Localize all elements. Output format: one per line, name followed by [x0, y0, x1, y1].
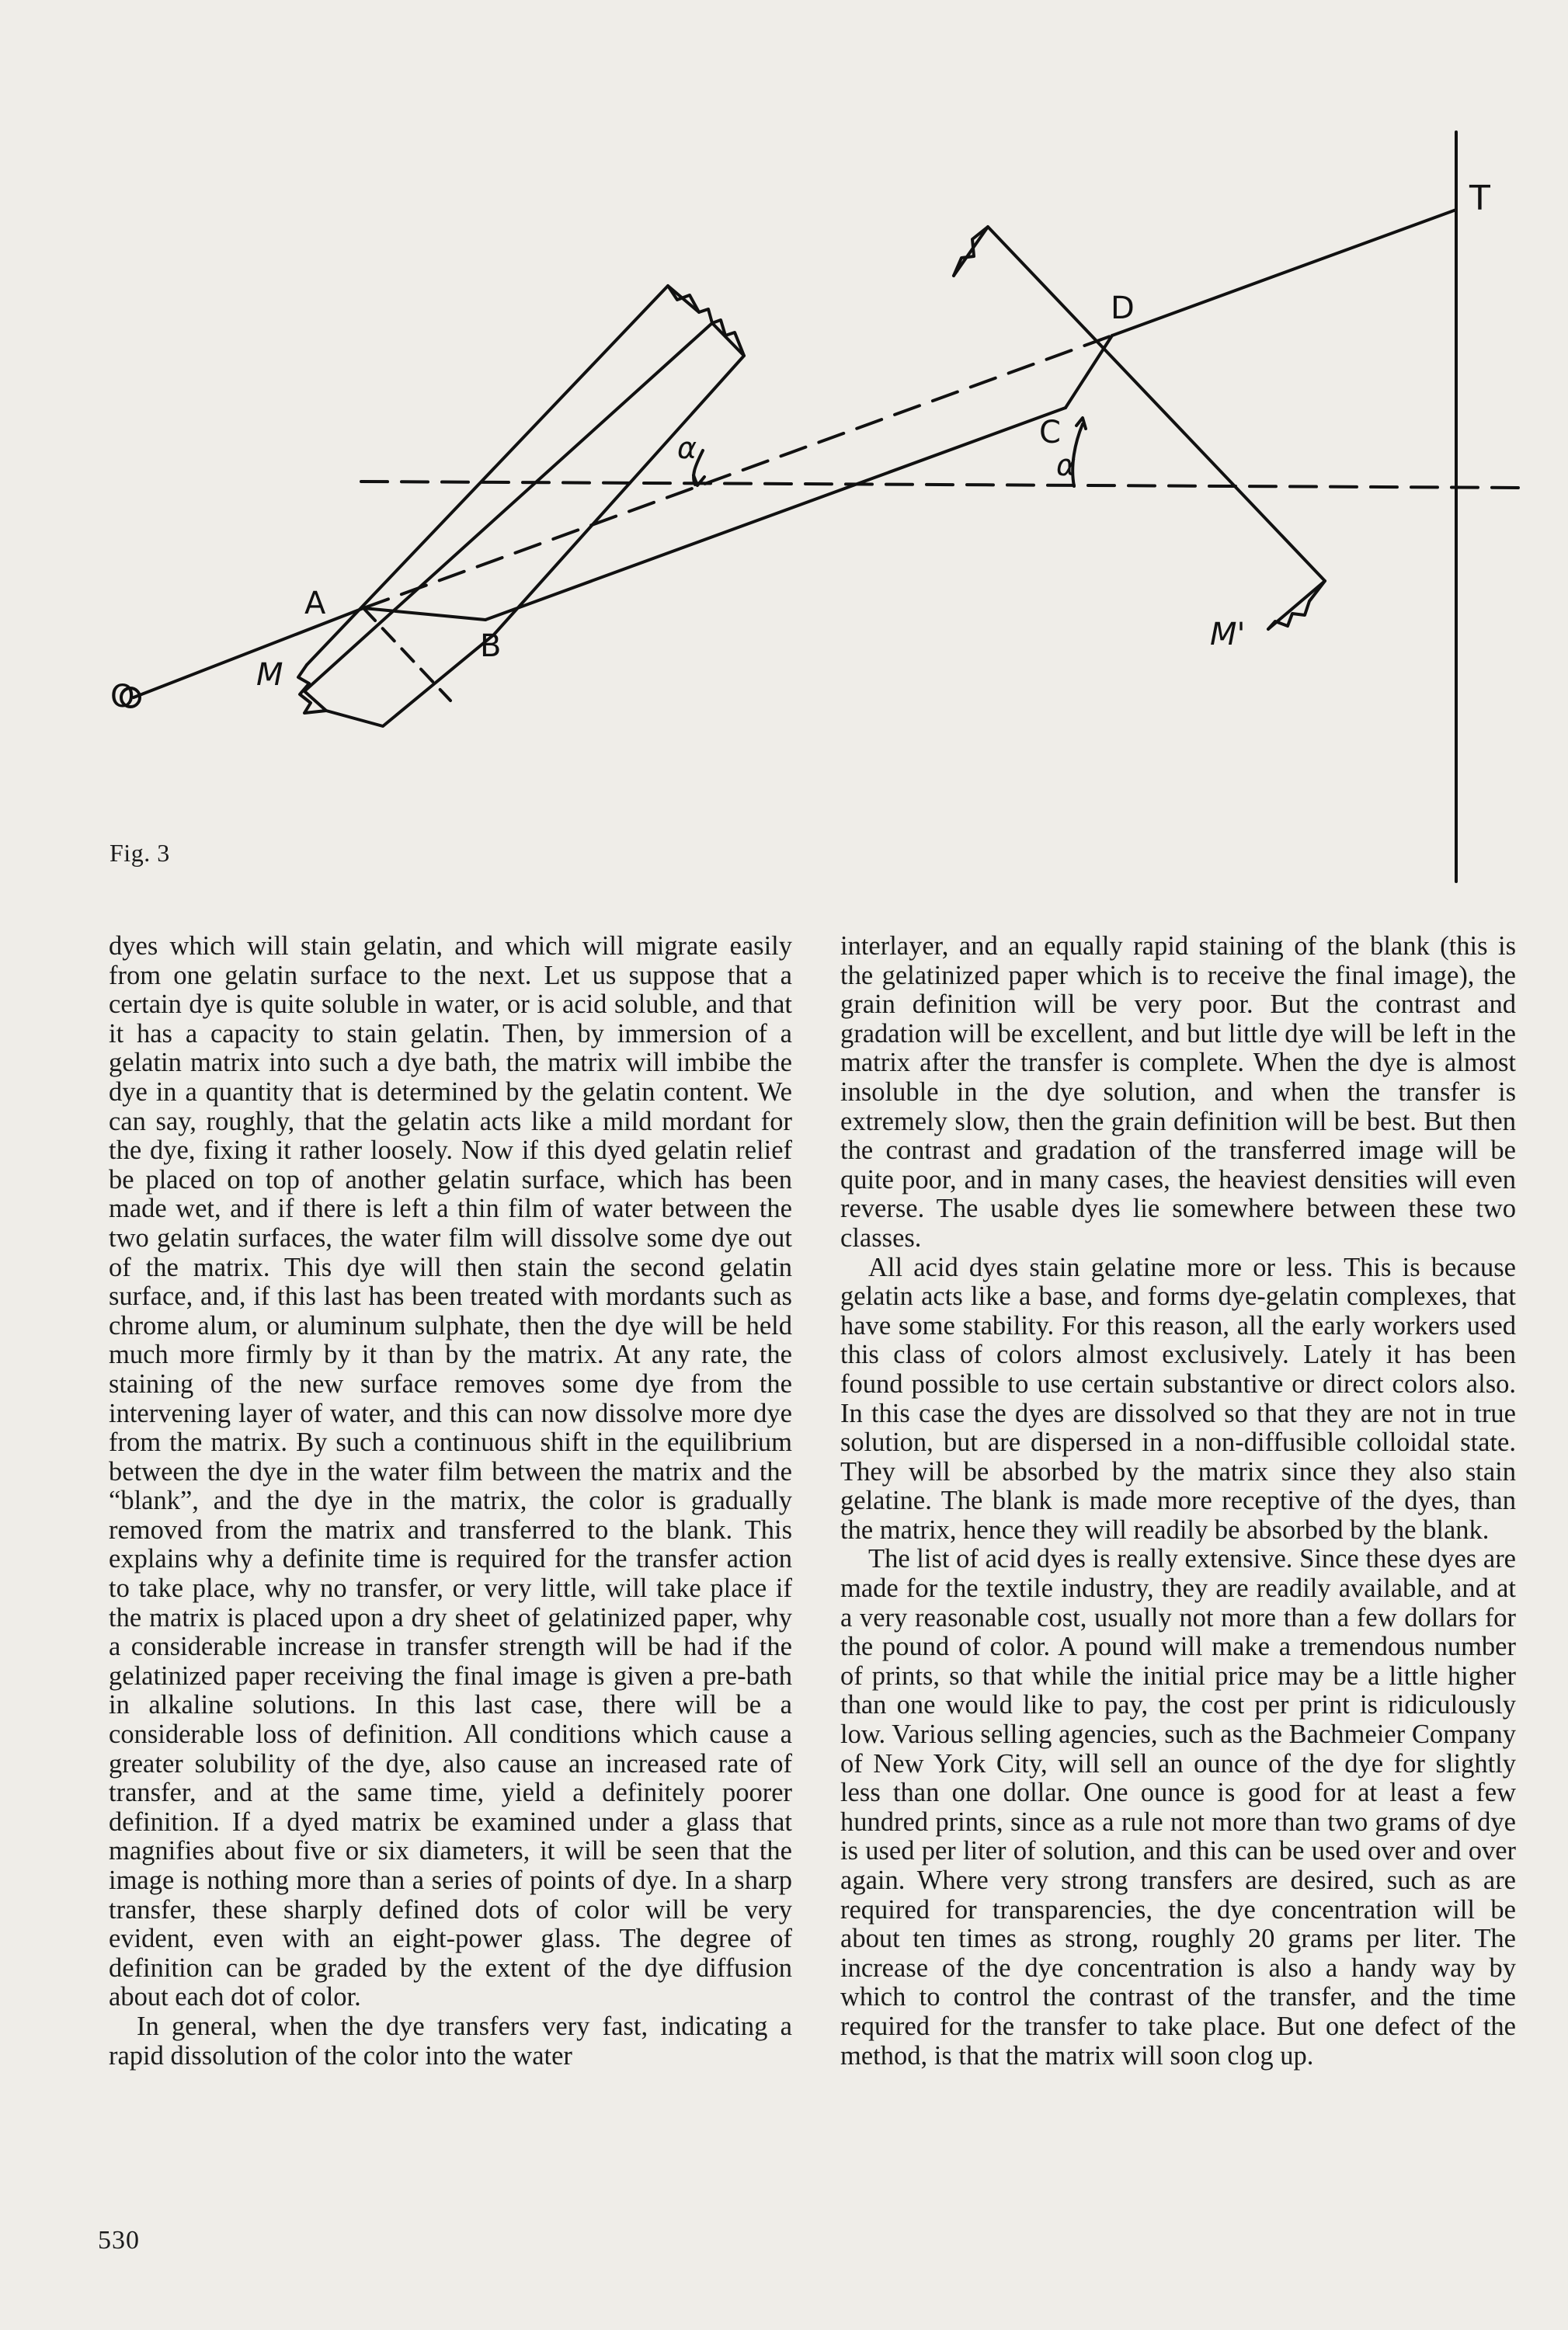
label-a: A — [304, 586, 326, 621]
ray-a-d-dashed — [363, 336, 1112, 608]
ray-c-d — [1066, 336, 1112, 408]
figure-3-diagram — [0, 0, 1568, 901]
label-alpha-right: α — [1056, 448, 1076, 482]
ray-d-t — [1112, 210, 1456, 336]
text-column-right — [840, 932, 1516, 2071]
label-d: D — [1111, 290, 1135, 326]
text-column-left — [109, 932, 792, 2071]
paragraph: interlayer, and an equally rapid staining of the blank (this is the gelatinized paper which is to receive the final image), the grain definition will be very poor. But the contrast and gradation will be excellent, and but little dye will be left in the matrix after the transfer is complete. When the dye is almost insoluble in the dye solution, and when the transfer is extremely slow, then the grain definition will be best. But then the contrast and gradation of the transferred image will be quite poor, and in many cases, the heaviest densities will even reverse. The usable dyes lie somewhere between these two classes. — [840, 931, 1516, 1253]
paragraph: dyes which will stain gelatin, and which will migrate easily from one gelatin surface to the next. Let us suppose that a certain dye is quite soluble in water, or is acid soluble, and that it has a capacity to stain gelatin. Then, by immersion of a gelatin matrix into such a dye bath, the matrix will imbibe the dye in a quantity that is determined by the gelatin content. We can say, roughly, that the gelatin acts like a mild mordant for the dye, fixing it rather loosely. Now if this dyed gelatin relief be placed on top of another gelatin surface, which has been made wet, and if there is left a thin film of water between the two gelatin surfaces, the water film will dissolve some dye out of the matrix. This dye will then stain the second gelatin surface, and, if this last has been treated with mordants such as chrome alum, or aluminum sulphate, then the dye will be held much more firmly by it than by the matrix. At any rate, the staining of the new surface removes some dye from the intervening layer of water, and this can now dissolve more dye from the matrix. By such a continuous shift in the equilibrium between the dye in the water film between the matrix and the “blank”, and the dye in the matrix, the color is gradually removed from the matrix and transferred to the blank. This explains why a definite time is required for the transfer action to take place, why no transfer, or very little, will take place if the matrix is placed upon a dry sheet of gelatinized paper, why a considerable increase in transfer strength will be had if the gelatinized paper receiving the final image is given a pre-bath in alkaline solutions. In this last case, there will be a considerable loss of definition. All conditions which cause a greater solubility of the dye, also cause an increased rate of transfer, and at the same time, yield a definitely poorer definition. If a dyed matrix be examined under a glass that magnifies about five or six diameters, it will be seen that the image is nothing more than a series of points of dye. In a sharp transfer, these sharply defined dots of color will be very evident, even with an eight-power glass. The degree of definition can be graded by the extent of the dye diffusion about each dot of color. — [109, 931, 792, 2012]
paragraph: The list of acid dyes is really extensive. Since these dyes are made for the textile industry, they are readily available, and at a very reasonable cost, usually not more than a few dollars for the pound of color. A pound will make a tremendous number of prints, so that while the initial price may be a little higher than one would like to pay, the cost per print is ridiculously low. Various selling agencies, such as the Bachmeier Company of New York City, will sell an ounce of the dye for slightly less than one dollar. One ounce is good for at least a few hundred prints, since as a rule not more than two grams of dye is used per liter of solution, and this can be used over and over again. Where very strong transfers are desired, such as are required for transparencies, the dye concentration will be about ten times as strong, roughly 20 grams per liter. The increase of the dye concentration is also a handy way by which to control the contrast of the transfer, and the time required for the transfer to take place. But one defect of the method, is that the matrix will soon clog up. — [840, 1544, 1516, 2071]
label-o: O — [110, 679, 135, 715]
normal-a-dashed — [363, 608, 450, 701]
plate-left — [304, 286, 744, 726]
ray-o-a — [134, 608, 363, 697]
label-t: T — [1469, 179, 1490, 218]
ray-b-c — [485, 408, 1066, 620]
paragraph: All acid dyes stain gelatine more or less. This is because gelatin acts like a base, and forms dye-gelatin complexes, that have some stability. For this reason, all the early workers used this class of colors almost exclusively. Lately it has been found possible to use certain substantive or direct colors also. In this case the dyes are dissolved so that they are not in true solution, but are dispersed in a non-diffusible colloidal state. They will be absorbed by the matrix since they also stain gelatine. The blank is made more receptive of the dyes, than the matrix, hence they will readily be absorbed by the blank. — [840, 1252, 1516, 1545]
label-alpha-left: α — [677, 431, 697, 465]
label-c: C — [1039, 415, 1061, 450]
label-m-left: M — [256, 657, 283, 693]
label-m-right: M' — [1210, 617, 1246, 652]
ray-a-b — [363, 608, 485, 620]
page-number: 530 — [98, 2226, 140, 2255]
paragraph: In general, when the dye transfers very fast, indicating a rapid dissolution of the color into the water — [109, 2011, 792, 2071]
label-b: B — [480, 628, 502, 664]
figure-caption: Fig. 3 — [110, 839, 170, 867]
